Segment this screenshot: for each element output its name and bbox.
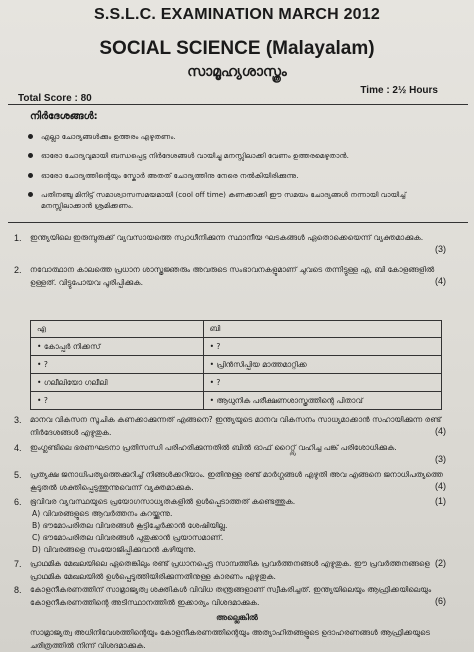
question-number: 2. xyxy=(14,265,22,275)
instruction-item xyxy=(28,150,456,161)
question-8 xyxy=(14,584,460,609)
cell-b-text: ? xyxy=(216,378,221,387)
question-text: മാനവ വികസന സൂചിക കണക്കാക്കുന്നത് എങ്ങനെ? ഇന്ത്യയുടെ മാനവ വികസനം സാധ്യമാക്കാൻ സഹായിക്കുന്ന രണ്ട് നിർദേശങ്ങൾ എഴുതുക. xyxy=(30,415,442,437)
table-row xyxy=(31,356,442,374)
question-text: സാമ്രാജ്യത്വ അധിനിവേശത്തിന്റെയും കോളനീകരണത്തിന്റെയും അത്യാഹിതങ്ങളുടെ ഉദാഹരണങ്ങൾ ആഫ്രിക്കയുടെ ചരിത്രത്തിൽ നിന്ന് വിശദമാക്കുക. xyxy=(30,628,430,650)
bullet-icon xyxy=(28,173,33,178)
or-label: അല്ലെങ്കിൽ xyxy=(216,613,258,622)
question-5 xyxy=(14,469,460,494)
instruction-text: ഓരോ ചോദ്യത്തിന്റെയും സ്കോർ അതത് ചോദ്യത്തിനു നേരെ നൽകിയിരിക്കുന്നു. xyxy=(41,171,299,180)
question-text: പ്രാഥമിക മേഖലയിലെ ഏതെങ്കിലും രണ്ട് പ്രധാനപ്പെട്ട സാമ്പത്തിക പ്രവർത്തനങ്ങൾ എഴുതുക. ഈ പ്രവർത്തനങ്ങളെ പ്രാഥമിക മേഖലയിൽ ഉൾപ്പെടുത്തിയിരിക്കുന്നതിനുള്ള കാരണം എഴുതുക. xyxy=(30,559,430,581)
bullet-icon xyxy=(28,134,33,139)
instruction-text: എല്ലാ ചോദ്യങ്ങൾക്കും ഉത്തരം എഴുതണം. xyxy=(41,132,176,141)
question-text: ഇംഗ്ലണ്ടിലെ ഭരണഘടനാ പ്രതിസന്ധി പരിഹരിക്കുന്നതിൽ ബിൽ ഓഫ് റൈറ്റ്സ് വഹിച്ച പങ്ക് പരിശോധിക്കുക. xyxy=(30,443,397,452)
table-row xyxy=(31,374,442,392)
question-number: 4. xyxy=(14,443,22,453)
question-mark: (4) xyxy=(435,426,446,436)
cell-a-text: ? xyxy=(43,396,48,405)
bullet-icon xyxy=(28,153,33,158)
instructions-heading: നിർദേശങ്ങൾ: xyxy=(30,111,98,122)
time-allowed: Time : 2½ Hours xyxy=(360,85,438,96)
instruction-item xyxy=(28,189,456,211)
question-2 xyxy=(14,264,460,289)
bullet-icon xyxy=(28,192,33,197)
question-text: പ്രത്യക്ഷ ജനാധിപത്യത്തെക്കുറിച്ച് നിങ്ങൾക്കറിയാം. ഇതിനുള്ള രണ്ട് മാർഗ്ഗങ്ങൾ എഴുതി അവ എങ്ങനെ ജനാധിപത്യത്തെ കൂടുതൽ ശക്തിപ്പെടുത്തുന്നുവെന്ന് വ്യക്തമാക്കുക. xyxy=(30,470,443,492)
question-text: കോളനീകരണത്തിന് സാമ്രാജ്യത്വ ശക്തികൾ വിവിധ തന്ത്രങ്ങളാണ് സ്വീകരിച്ചത്. ഇന്ത്യയിലെയും ആഫ്രിക്കയിലെയും കോളനീകരണത്തിന്റെ അടിസ്ഥാനത്തിൽ ഇക്കാര്യം വിശദമാക്കുക. xyxy=(30,585,432,607)
question-text: നവോത്ഥാന കാലത്തെ പ്രധാന ശാസ്ത്രജ്ഞരും അവരുടെ സംഭാവനകളുമാണ് ചുവടെ തന്നിട്ടുള്ള എ, ബി കോളങ്ങളിൽ ഉള്ളത്. വിട്ടുപോയവ പൂരിപ്പിക്കുക. xyxy=(30,265,435,287)
question-mark: (3) xyxy=(435,454,446,464)
cell-a-text: കോപ്പർ നിക്കസ് xyxy=(43,341,101,351)
question-mark: (4) xyxy=(435,481,446,491)
question-number: 3. xyxy=(14,415,22,425)
cell-a: • കോപ്പർ നിക്കസ് xyxy=(31,338,204,356)
column-header-a: എ xyxy=(31,321,204,338)
top-rule xyxy=(8,104,468,105)
question-1 xyxy=(14,232,460,245)
question-mark: (3) xyxy=(435,244,446,254)
question-number: 7. xyxy=(14,559,22,569)
instruction-text: പതിനഞ്ചു മിനിട്ട് സമാശ്വാസസമയമായി (cool off time) കണക്കാക്കി ഈ സമയം ചോദ്യങ്ങൾ നന്നായി വായിച്ച് മനസ്സിലാക്കാൻ ശ്രമിക്കണം. xyxy=(41,190,407,210)
table-row xyxy=(31,392,442,410)
question-number: 5. xyxy=(14,470,22,480)
option-a: A) വിവരങ്ങളുടെ ആവർത്തനം കുറയ്ക്കുന്നു. xyxy=(32,509,173,518)
question-mark: (4) xyxy=(435,276,446,286)
table-row xyxy=(31,338,442,356)
cell-b-text: ? xyxy=(216,342,221,351)
cell-b: • ? xyxy=(203,374,441,392)
instruction-item xyxy=(28,170,456,181)
cell-b-text: പ്രിൻസിപ്പിയ മാത്തമാറ്റിക്ക xyxy=(216,359,307,369)
instructions-rule xyxy=(8,222,468,223)
table-header-row xyxy=(31,321,442,338)
cell-b: • പ്രിൻസിപ്പിയ മാത്തമാറ്റിക്ക xyxy=(203,356,441,374)
subject-title-malayalam: സാമൂഹ്യശാസ്ത്രം xyxy=(187,64,287,80)
question-text: ഭൂവിവര വ്യവസ്ഥയുടെ പ്രയോഗസാധ്യതകളിൽ ഉൾപ്പെടാത്തത് കണ്ടെത്തുക. xyxy=(30,497,296,506)
question-4 xyxy=(14,442,460,455)
question-mark: (2) xyxy=(435,558,446,568)
question-6 xyxy=(14,496,460,509)
exam-title: S.S.L.C. EXAMINATION MARCH 2012 xyxy=(94,6,380,23)
cell-b: • ആധുനിക പരീക്ഷണശാസ്ത്രത്തിന്റെ പിതാവ് xyxy=(203,392,441,410)
column-header-b: ബി xyxy=(203,321,441,338)
cell-a-text: ? xyxy=(43,360,48,369)
total-score: Total Score : 80 xyxy=(18,93,92,104)
option-b: B) ഭൗമോപരിതല വിവരങ്ങൾ കൂട്ടിച്ചേർക്കാൻ ശേഷിയില്ല. xyxy=(32,521,228,530)
cell-a: • ? xyxy=(31,356,204,374)
option-c: C) ഭൗമോപരിതല വിവരങ്ങൾ പുതുക്കാൻ പ്രയാസമാണ്. xyxy=(32,533,224,542)
cell-b-text: ആധുനിക പരീക്ഷണശാസ്ത്രത്തിന്റെ പിതാവ് xyxy=(216,395,363,405)
question-number: 6. xyxy=(14,497,22,507)
cell-b: • ? xyxy=(203,338,441,356)
question-mark: (1) xyxy=(435,496,446,506)
match-table xyxy=(30,320,442,410)
question-number: 1. xyxy=(14,233,22,243)
question-text: ഇന്ത്യയിലെ ഇരുമ്പുരുക്ക് വ്യവസായത്തെ സ്വാധീനിക്കുന്ന സ്ഥാനീയ ഘടകങ്ങൾ ഏതൊക്കെയെന്ന് വ്യക്തമാക്കുക. xyxy=(30,233,424,242)
cell-a-text: ഗലീലിയോ ഗലീലി xyxy=(43,377,108,387)
cell-a: • ? xyxy=(31,392,204,410)
question-3 xyxy=(14,414,460,439)
question-number: 8. xyxy=(14,585,22,595)
question-7 xyxy=(14,558,460,583)
option-d: D) വിവരങ്ങളെ സംയോജിപ്പിക്കുവാൻ കഴിയുന്നു. xyxy=(32,545,196,554)
cell-a: • ഗലീലിയോ ഗലീലി xyxy=(31,374,204,392)
question-mark: (6) xyxy=(435,596,446,606)
alternative-question xyxy=(14,627,460,652)
subject-title: SOCIAL SCIENCE (Malayalam) xyxy=(99,38,375,59)
instruction-text: ഓരോ ചോദ്യവുമായി ബന്ധപ്പെട്ട നിർദേശങ്ങൾ വായിച്ചു മനസ്സിലാക്കി വേണം ഉത്തരമെഴുതാൻ. xyxy=(41,151,349,160)
instruction-item xyxy=(28,131,456,142)
